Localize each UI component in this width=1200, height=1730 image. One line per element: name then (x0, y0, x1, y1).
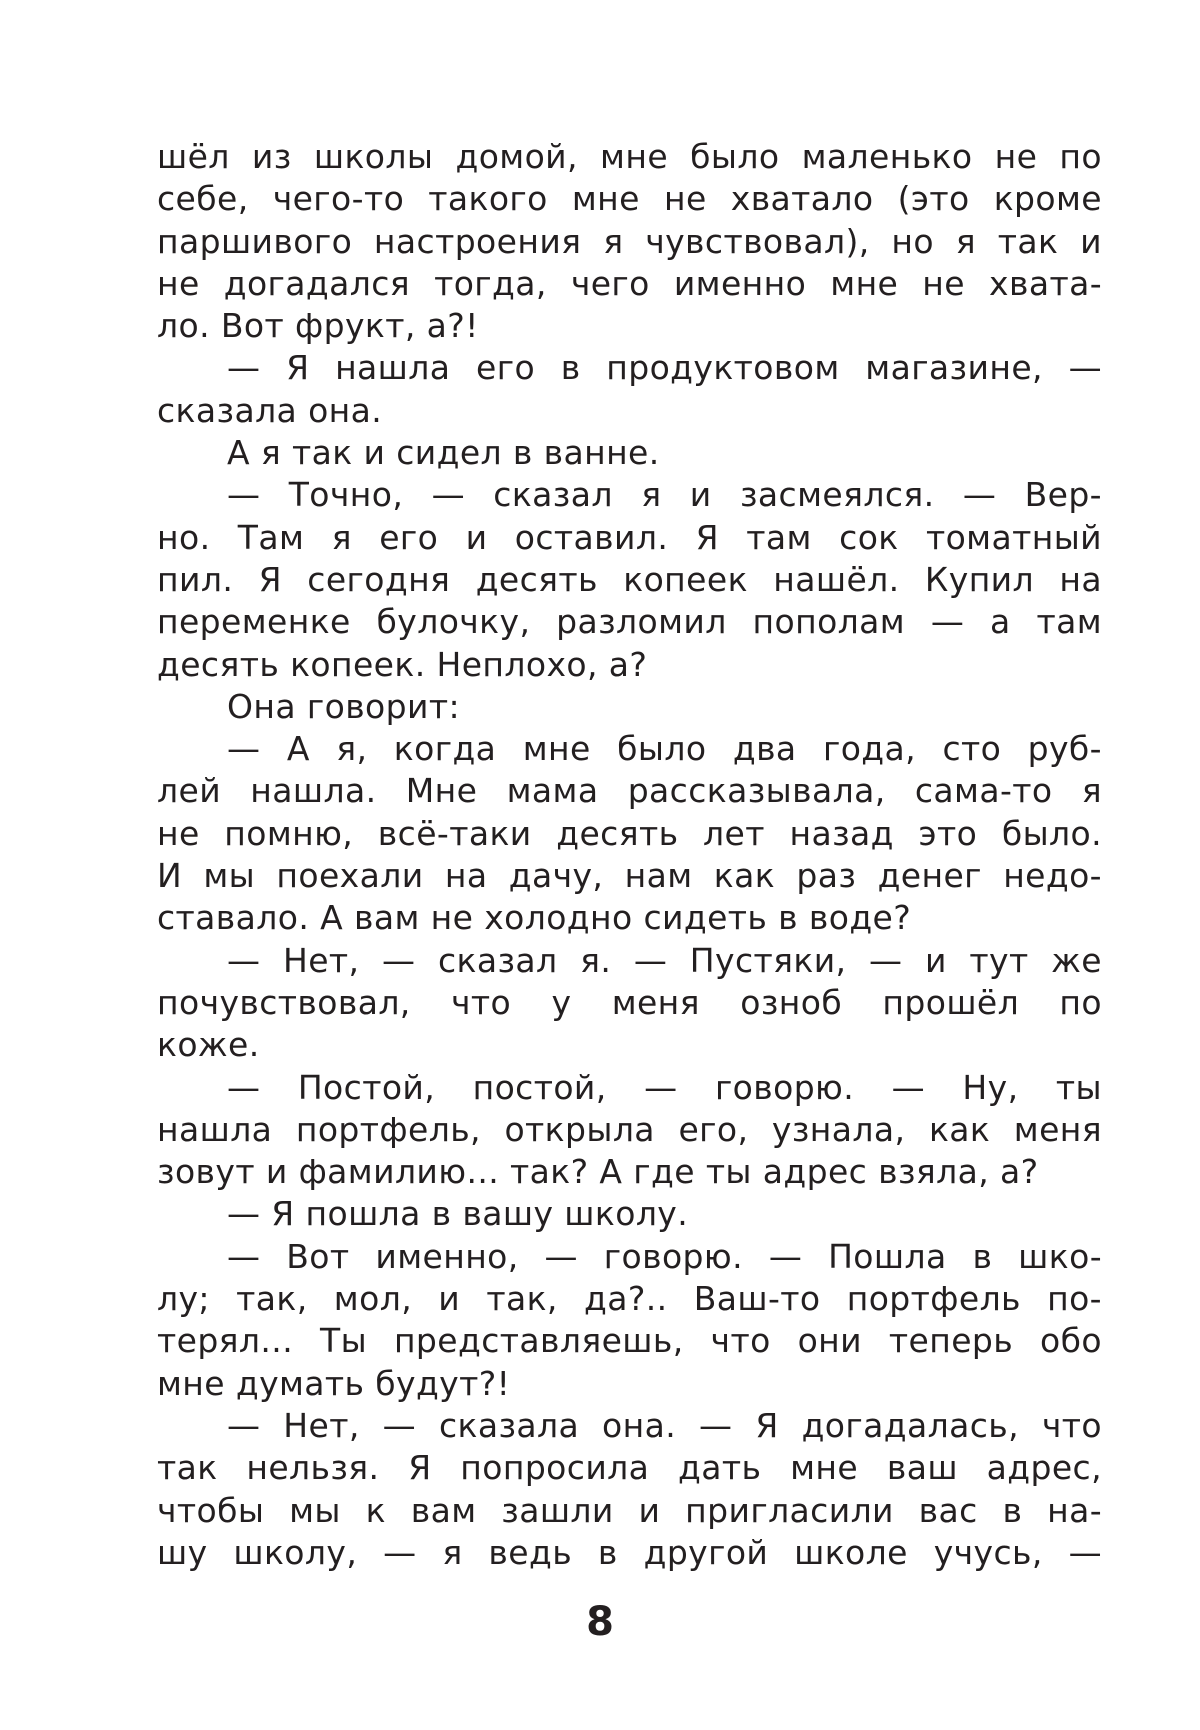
text-line: — А я, когда мне было два года, сто руб- (227, 729, 1102, 769)
text-line: десять копеек. Неплохо, а? (157, 644, 648, 684)
text-line: терял... Ты представляешь, что они теперь обо (157, 1321, 1102, 1361)
text-line: паршивого настроения я чувствовал), но я так и (157, 221, 1102, 261)
text-line: ло. Вот фрукт, а?! (157, 306, 479, 346)
text-line: — Я нашла его в продуктовом магазине, — (227, 348, 1102, 388)
body-text (157, 136, 1102, 1574)
text-line: И мы поехали на дачу, нам как раз денег недо- (157, 856, 1102, 896)
text-line: — Я пошла в вашу школу. (227, 1194, 689, 1234)
text-line: не помню, всё-таки десять лет назад это было. (157, 813, 1102, 853)
text-line: не догадался тогда, чего именно мне не хвата- (157, 263, 1102, 303)
text-line: — Нет, — сказал я. — Пустяки, — и тут же (227, 940, 1102, 980)
text-line: — Точно, — сказал я и засмеялся. — Вер- (227, 475, 1102, 515)
text-line: ставало. А вам не холодно сидеть в воде? (157, 898, 912, 938)
text-line: — Нет, — сказала она. — Я догадалась, что (227, 1405, 1102, 1445)
text-line: чтобы мы к вам зашли и пригласили вас в на- (157, 1490, 1102, 1530)
text-line: сказала она. (157, 390, 383, 430)
text-line: пил. Я сегодня десять копеек нашёл. Купил на (157, 559, 1102, 599)
text-line: зовут и фамилию... так? А где ты адрес взяла, а? (157, 1152, 1039, 1192)
text-line: но. Там я его и оставил. Я там сок томатный (157, 517, 1102, 557)
text-line: мне думать будут?! (157, 1363, 511, 1403)
text-line: шу школу, — я ведь в другой школе учусь, — (157, 1532, 1102, 1572)
text-line: — Вот именно, — говорю. — Пошла в шко- (227, 1236, 1102, 1276)
page-number: 8 (586, 1599, 614, 1645)
text-line: А я так и сидел в ванне. (227, 433, 660, 473)
text-line: нашла портфель, открыла его, узнала, как меня (157, 1109, 1102, 1149)
text-line: — Постой, постой, — говорю. — Ну, ты (227, 1067, 1102, 1107)
text-line: шёл из школы домой, мне было маленько не по (157, 137, 1102, 176)
text-line: так нельзя. Я попросила дать мне ваш адрес, (157, 1448, 1102, 1488)
text-line: Она говорит: (227, 686, 460, 726)
text-line: лей нашла. Мне мама рассказывала, сама-то я (157, 771, 1102, 811)
text-line: коже. (157, 1025, 260, 1065)
text-line: почувствовал, что у меня озноб прошёл по (157, 982, 1102, 1022)
text-line: переменке булочку, разломил пополам — а там (157, 602, 1102, 642)
text-line: себе, чего-то такого мне не хватало (это кроме (157, 179, 1102, 219)
text-line: лу; так, мол, и так, да?.. Ваш-то портфель по- (157, 1279, 1102, 1319)
